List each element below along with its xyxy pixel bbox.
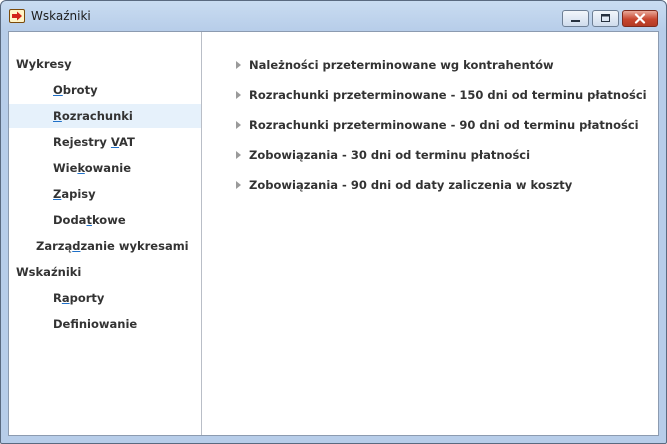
nav-item-obroty[interactable] (9, 78, 201, 102)
triangle-right-icon (236, 121, 241, 129)
chart-link-label: Należności przeterminowane wg kontrahentów (249, 58, 554, 72)
maximize-icon (593, 11, 618, 26)
nav-item-label: Rejestry VAT (53, 135, 135, 149)
nav-item-wykresy[interactable] (9, 52, 201, 76)
nav-item-label: Wskaźniki (16, 265, 82, 279)
nav-item-zapisy[interactable] (9, 182, 201, 206)
chart-link-label: Zobowiązania - 90 dni od daty zaliczenia w koszty (249, 178, 573, 192)
chart-link-label: Rozrachunki przeterminowane - 150 dni od terminu płatności (249, 88, 647, 102)
chart-link-label: Rozrachunki przeterminowane - 90 dni od terminu płatności (249, 118, 639, 132)
navigation-panel (9, 32, 202, 435)
nav-item-label: Zapisy (53, 187, 96, 201)
nav-item-label: Zarządzanie wykresami (36, 239, 189, 253)
chart-link[interactable] (249, 116, 639, 134)
nav-item-label: Defniowanie (53, 317, 138, 331)
nav-item-definiowanie[interactable] (9, 312, 201, 336)
nav-item-dodatkowe[interactable] (9, 208, 201, 232)
triangle-right-icon (236, 91, 241, 99)
nav-item-zarzadzanie-wykresami[interactable] (9, 234, 201, 258)
nav-item-label: Wiekowanie (53, 161, 131, 175)
nav-item-label: Wykresy (16, 57, 72, 71)
window-title: Wskaźniki (31, 9, 91, 23)
nav-item-label: Rozrachunki (53, 109, 133, 123)
minimize-button[interactable] (562, 10, 589, 27)
maximize-button[interactable] (592, 10, 619, 27)
chart-link[interactable] (249, 146, 530, 164)
nav-item-wiekowanie[interactable] (9, 156, 201, 180)
close-button[interactable] (622, 10, 658, 27)
chart-link[interactable] (249, 86, 647, 104)
chart-link-label: Zobowiązania - 30 dni od terminu płatności (249, 148, 531, 162)
nav-item-label: Raporty (53, 291, 105, 305)
nav-item-rozrachunki[interactable] (9, 104, 201, 128)
triangle-right-icon (236, 181, 241, 189)
triangle-right-icon (236, 61, 241, 69)
nav-item-label: Obroty (53, 83, 98, 97)
nav-item-label: Dodatkowe (53, 213, 126, 227)
client-area (8, 31, 659, 436)
nav-item-raporty[interactable] (9, 286, 201, 310)
arrow-right-icon[interactable] (9, 9, 25, 23)
title-bar[interactable] (1, 1, 666, 31)
nav-item-wskazniki[interactable] (9, 260, 201, 284)
chart-link[interactable] (249, 176, 572, 194)
chart-link[interactable] (249, 56, 554, 74)
content-panel (202, 32, 658, 435)
close-icon (623, 11, 657, 26)
triangle-right-icon (236, 151, 241, 159)
minimize-icon (563, 11, 588, 26)
nav-item-rejestry-vat[interactable] (9, 130, 201, 154)
